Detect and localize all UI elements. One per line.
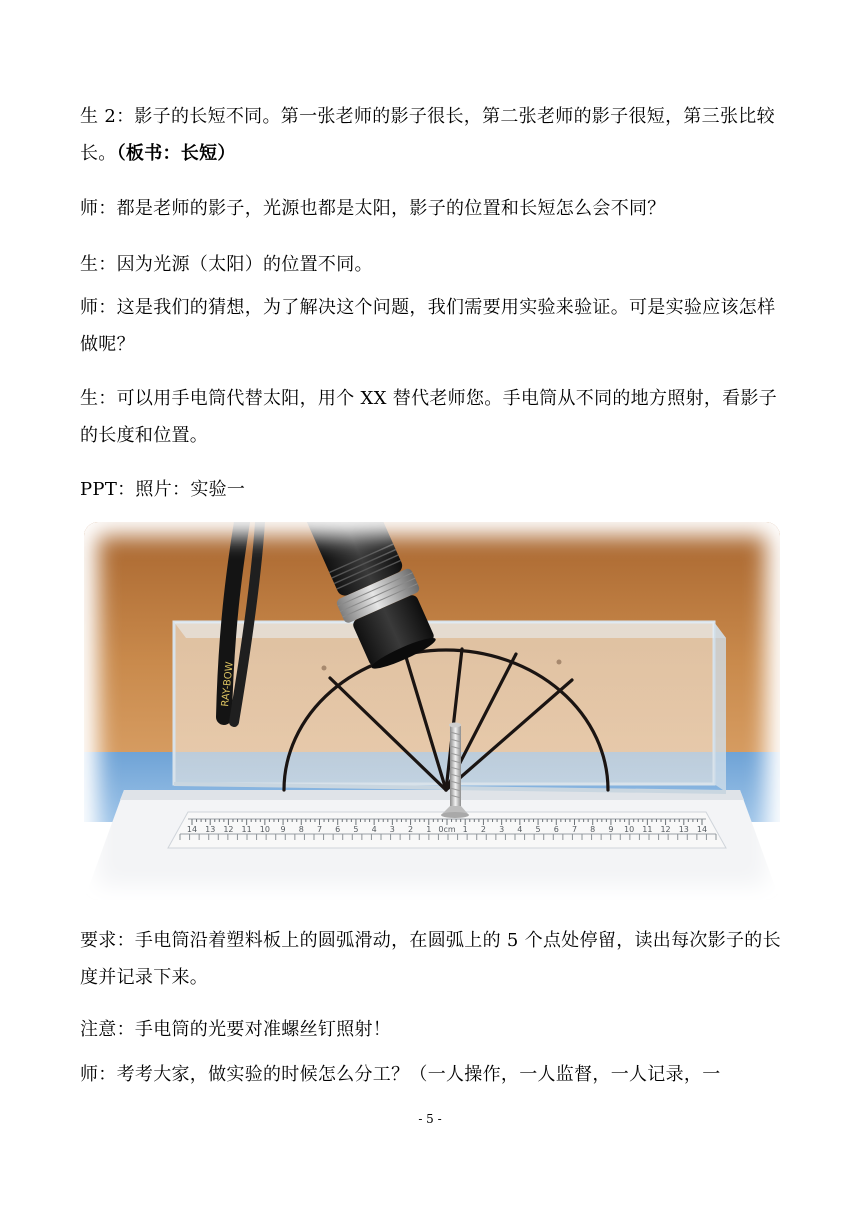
- ruler-label: 14: [186, 825, 198, 834]
- ruler-label: 8: [298, 825, 304, 834]
- ruler-label: 9: [608, 825, 614, 834]
- ruler-label: 2: [480, 825, 486, 834]
- paragraph-student-answer: 生：因为光源（太阳）的位置不同。: [80, 254, 373, 275]
- experiment-photo: [84, 522, 780, 900]
- blackboard-note: （板书：长短）: [116, 143, 236, 164]
- ruler-label: 11: [642, 825, 653, 834]
- ruler-label: 9: [280, 825, 286, 834]
- ruler-label: 0cm: [438, 825, 456, 834]
- ruler-label: 8: [590, 825, 596, 834]
- paragraph-ppt-caption: PPT：照片：实验一: [80, 479, 246, 500]
- ruler-label: 6: [335, 825, 341, 834]
- page-number: - 5 -: [418, 1112, 442, 1126]
- ruler-label: 7: [571, 825, 578, 834]
- ruler-label: 4: [517, 825, 523, 834]
- ruler-label: 5: [535, 825, 541, 834]
- ruler-label: 5: [353, 825, 359, 834]
- strap-brand-text: RAY-BOW: [220, 661, 236, 708]
- ruler-label: 7: [316, 825, 323, 834]
- ruler-label: 12: [223, 825, 234, 834]
- ruler-label: 1: [426, 825, 432, 834]
- ruler-label: 10: [259, 825, 270, 834]
- ruler-label: 12: [660, 825, 671, 834]
- experiment-photo-drawing: [84, 522, 780, 900]
- ruler-label: 3: [499, 825, 505, 834]
- paragraph-teacher-question: 师：都是老师的影子，光源也都是太阳，影子的位置和长短怎么会不同？: [80, 198, 666, 219]
- ruler-label: 3: [389, 825, 395, 834]
- paragraph-teacher-division: 师：考考大家，做实验的时候怎么分工？（一人操作，一人监督，一人记录，一: [80, 1064, 721, 1085]
- ruler-label: 11: [241, 825, 252, 834]
- ruler-label: 13: [205, 825, 216, 834]
- paragraph-student2: [80, 98, 785, 172]
- paragraph-student-method: 生：可以用手电筒代替太阳，用个 XX 替代老师您。手电筒从不同的地方照射，看影子的长度和位置。: [80, 388, 778, 446]
- ruler-label: 4: [371, 825, 377, 834]
- paragraph-teacher-hypothesis: 师：这是我们的猜想，为了解决这个问题，我们需要用实验来验证。可是实验应该怎样做呢？: [80, 297, 776, 355]
- paragraph-requirement: 要求：手电筒沿着塑料板上的圆弧滑动，在圆弧上的 5 个点处停留，读出每次影子的长度并记录下来。: [80, 930, 781, 988]
- ruler-label: 13: [678, 825, 689, 834]
- ruler-label: 2: [408, 825, 414, 834]
- ruler-label: 10: [624, 825, 635, 834]
- paragraph-note: 注意：手电筒的光要对准螺丝钉照射！: [80, 1019, 392, 1040]
- ruler-label: 1: [462, 825, 468, 834]
- ruler-label: 6: [553, 825, 559, 834]
- paragraph-text: 生 2：影子的长短不同。第一张老师的影子很长，第二张老师的影子很短，第三张比较长。: [80, 106, 775, 164]
- ruler-label: 14: [696, 825, 708, 834]
